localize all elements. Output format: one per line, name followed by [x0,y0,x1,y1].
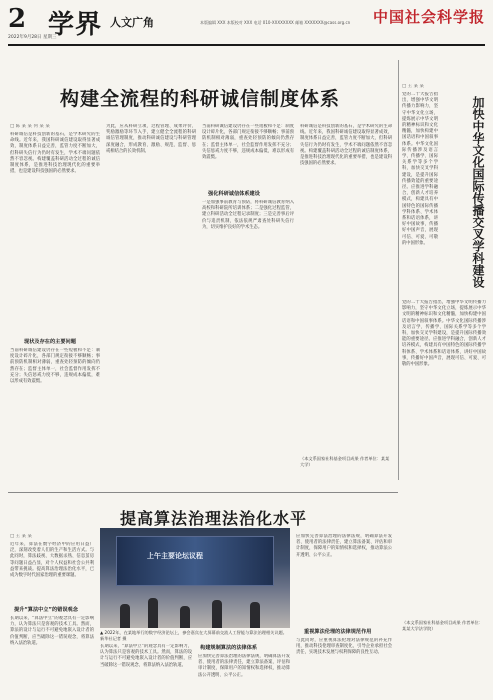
article1-body-col3b: 一是加强事前教育与预防，将科研诚信教育纳入高校和科研院所培训体系；二是强化过程监管，建立科研活动全过程记录制度；三是完善事后评价与追责机制，依法依规严肃查处科研失信行为，切实维护良好的学术生态。 [202,200,294,230]
photo-caption: ▲ 2022年，在某地举行的数字经济论坛上，参会嘉宾在大屏幕前交流人工智能与算法治理相关议题。 新华社记者 摄 [100,630,287,641]
article1-headline: 构建全流程的科研诚信制度体系 [60,88,341,110]
section-title: 学界 [48,10,103,40]
photo-figure [148,598,158,628]
photo-screen [116,536,274,586]
article1-body-col1b: 当前科研诚信建设仍存在一些短板和不足：制度设计碎片化，各部门规定衔接不够顺畅；事前预防机制相对薄弱，重查处轻预防的倾向仍然存在；监督主体单一，社会监督作用发挥不充分；失信惩戒力度不够，违规成本偏低，难以形成有效震慑。 [10,348,100,385]
right-article-body-cont: 党的二十大报告指出，增强中华文明传播力影响力，坚守中华文化立场，提炼展示中华文明的精神标识和文化精髓，加快构建中国话语和中国叙事体系。中华文化国际传播涉及语言学、传播学、国际关系学等多个学科，加快交叉学科建设，是提升国际传播效能的重要途径。应推进学科融合，创新人才培养模式，构建具有中国特色的国际传播学科体系、学术体系和话语体系，讲好中国故事，传播好中国声音，展现可信、可爱、可敬的中国形象。 [402,300,486,368]
photo-screen-text: 上午主要论坛议程 [147,552,203,560]
article2-subhead-3: 重视算法伦理的法律规范作用 [304,629,372,635]
article2-body-col4: 应加快完善算法治理的法律法规，明确算法开发者、使用者的法律责任，建立算法备案、评估和审计制度，保障用户的知情权和选择权，推动算法公开透明、公平公正。 [296,534,392,558]
article1-subhead-2: 强化科研诚信体系建设 [208,191,260,197]
photo-figure [212,600,222,628]
editor-credits: 本版编辑 XXX 本版校对 XXX 电话 010-XXXXXXXX 邮箱 XXXXXXX@cass.org.cn [200,20,351,25]
column-divider [398,60,399,480]
article2-body-col2: 长期以来，“算法中立”的观念具有一定影响力，认为算法只是客观的技术工具。然而，算法的设计与运行不可避免地嵌入设计者的价值判断，应当破除这一错误观念，将算法纳入法治轨道。 [100,644,192,668]
right-article-byline: □ 王 某 某 [402,84,425,89]
section-divider [8,492,398,493]
article2-body-col3: 应加快完善算法治理的法律法规，明确算法开发者、使用者的法律责任，建立算法备案、评估和审计制度，保障用户的知情权和选择权，推动算法公开透明、公平公正。 [198,654,290,678]
article2-subhead-2: 构建规制算法的法律体系 [200,645,258,651]
news-photo [100,528,290,628]
article2-fund-note: （本文系国家社科基金项目成果 作者单位：某某大学法学院） [402,620,483,631]
article1-fund-note: （本文系国家社科基金项目成果 作者单位：某某大学） [300,456,390,467]
masthead-rule [8,44,485,46]
article1-subhead-1: 现状及存在的主要问题 [24,339,76,345]
article2-byline: □ 王 某 某 [10,534,33,539]
article2-headline: 提高算法治理法治化水平 [120,509,308,528]
page-number: 2 [8,4,27,34]
photo-figure [180,606,190,628]
article2-body-col4b: 与此同时，应重视算法伦理对法律规范的补充作用，推动科技伦理审查制度化，引导企业承担社会责任，实现技术发展与权利保障的良性互动。 [296,638,392,656]
newspaper-name: 中国社会科学报 [372,8,485,26]
right-article-body: 党的二十大报告指出，增强中华文明传播力影响力，坚守中华文化立场，提炼展示中华文明的精神标识和文化精髓，加快构建中国话语和中国叙事体系。中华文化国际传播涉及语言学、传播学、国际关系学等多个学科，加快交叉学科建设，是提升国际传播效能的重要途径。应推进学科融合，创新人才培养模式，构建具有中国特色的国际传播学科体系、学术体系和话语体系，讲好中国故事，传播好中国声音，展现可信、可爱、可敬的中国形象。 [402,92,438,246]
article1-body-col1: 科研诚信是科技创新的基石，是学术研究的生命线。近年来，我国科研诚信建设取得显著成效，制度体系日益完善，监管力度不断加大，但科研失信行为仍时有发生，学术不端问题依然不容忽视。构建覆盖科研活动全过程的诚信制度体系，是推进科技治理现代化的重要举措，也是建设科技强国的必然要求。 [10,132,100,175]
article2-body-col1: 近年来，算法在数字经济中的应用日益广泛，深刻改变着人们的生产和生活方式。与此同时，算法歧视、大数据杀熟、信息茧房等问题日益凸显，对个人权益和社会公共利益带来挑战。提高算法治理法治化水平，已成为数字时代国家治理的重要课题。 [10,542,94,579]
article1-body-col2: 为此，应从科研立项、过程管理、成果评价、奖励激励等环节入手，建立健全全流程的科研诚信管理制度，推动科研诚信建设与科研管理深度融合，形成教育、激励、规范、监督、惩戒相结合的长效机制。 [106,124,196,154]
photo-figure [250,602,260,628]
section-subtitle: 人文广角 [110,16,154,29]
masthead [0,0,493,46]
article1-body-col4: 科研诚信是科技创新的基石，是学术研究的生命线。近年来，我国科研诚信建设取得显著成效，制度体系日益完善，监管力度不断加大，但科研失信行为仍时有发生，学术不端问题依然不容忽视。构建覆盖科研活动全过程的诚信制度体系，是推进科技治理现代化的重要举措，也是建设科技强国的必然要求。 [300,124,392,167]
right-article-headline: 加快中华文化国际传播交叉学科建设 [471,96,485,288]
article2-subhead-1: 提升“算法中立”的错误观念 [14,607,78,613]
photo-figure [120,604,130,628]
article2-body-col1b: 长期以来，“算法中立”的观念具有一定影响力，认为算法只是客观的技术工具。然而，算法的设计与运行不可避免地嵌入设计者的价值判断，应当破除这一错误观念，将算法纳入法治轨道。 [10,616,94,646]
issue-date: 2022年9月28日 星期三 [8,35,57,40]
article1-body-col3: 当前科研诚信建设仍存在一些短板和不足：制度设计碎片化，各部门规定衔接不够顺畅；事前预防机制相对薄弱，重查处轻预防的倾向仍然存在；监督主体单一，社会监督作用发挥不充分；失信惩戒力度不够，违规成本偏低，难以形成有效震慑。 [202,124,294,161]
article1-byline: □ 陈 某 某 何 某 某 [10,124,50,129]
